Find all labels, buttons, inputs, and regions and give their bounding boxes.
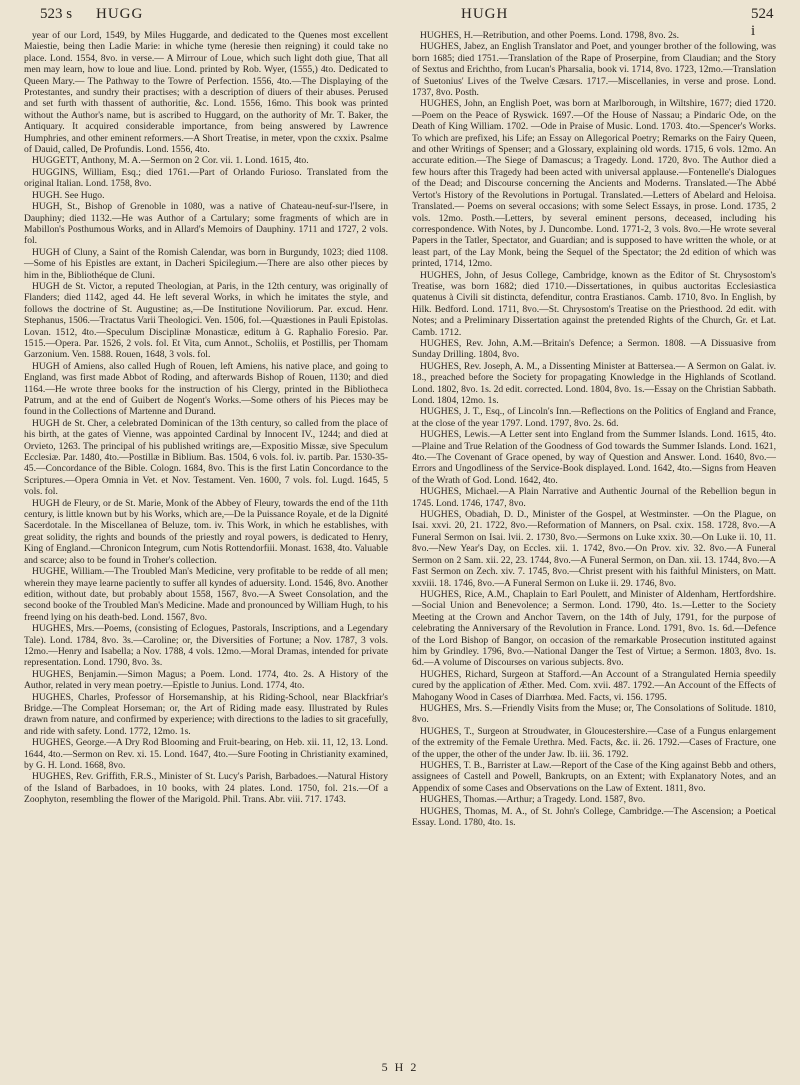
- left-page-number: 523 s: [40, 6, 73, 22]
- entry-paragraph: HUGHES, Thomas.—Arthur; a Tragedy. Lond. 1587, 8vo.: [420, 794, 646, 806]
- right-column: [412, 30, 776, 828]
- entry-paragraph: HUGHES, Jabez, an English Translator and Poet, and younger brother of the following, was born 1685; died 1751.—Translation of the Rape of Proserpine, from Claudian; and the Story of Sextus and Erichtho, from Lucan's Pharsalia, book vi. 1714, 8vo. 1723, 12mo.—Translation of Suetonius' Lives of the Twelve Cæsars. 1717.—Miscellanies, in verse and prose. Lond. 1737, 8vo. Posth.: [412, 41, 776, 99]
- entry-paragraph: HUGHES, Mrs. S.—Friendly Visits from the Muse; or, The Consolations of Solitude. 1810, 8vo.: [412, 702, 776, 726]
- signature-mark: 5 H 2: [381, 1060, 419, 1074]
- entry-paragraph: HUGH of Cluny, a Saint of the Romish Calendar, was born in Burgundy, 1023; died 1108.—Some of his Epistles are extant, in Dacheri Spicilegium.—There are also other pieces by him in the, Bibliothéque de Cluni.: [24, 246, 388, 281]
- entry-paragraph: HUGGINS, William, Esq.; died 1761.—Part of Orlando Furioso. Translated from the original Italian. Lond. 1758, 8vo.: [24, 166, 388, 190]
- right-page-number: 524 i: [751, 6, 774, 39]
- entry-paragraph: HUGHES, H.—Retribution, and other Poems. Lond. 1798, 8vo. 2s.: [420, 30, 680, 41]
- entry-paragraph: HUGHE, William.—The Troubled Man's Medicine, very profitable to be redde of all men; wherein they maye learne paciently to suffer all kyndes of aduersity. Lond. 1546, 8vo. Another edition, without date, but probably about 1558, 1567, 8vo.—A Sweet Consolation, and the second booke of the Troubled Man's Medicine. Made and pronounced by William Hugh, to his freend lying on his death-bed. Lond. 1567, 8vo.: [24, 566, 388, 623]
- entry-paragraph: HUGHES, John, of Jesus College, Cambridge, known as the Editor of St. Chrysostom's Treatise, was born 1682; died 1710.—Dissertationes, in quibus auctoritas Ecclesiastica quatenus à Civili sit distincta, defenditur, contra Erastianos. Camb. 1710, 8vo. In English, by Hilk. Bedford. Lond. 1711, 8vo.—St. Chrysostom's Treatise on the Priesthood. 2d edit. with Notes; and a Preliminary Dissertation against the pretended Rights of the Church, Gr. et Lat. Camb. 1712.: [412, 269, 776, 338]
- entry-paragraph: HUGH de St. Cher, a celebrated Dominican of the 13th century, so called from the place of his birth, at the gates of Vienne, was appointed Cardinal by Innocent IV., 1244; and died at Orvieto, 1263. The principal of his published writings are,—Expositio Missæ, sive Speculum Ecclesiæ. Par. 1480, 4to.—Postillæ in Biblium. Bas. 1504, 6 vols. fol. iv. partib. Par. 1530-35-45.—Concordance of the Bible. Cologn. 1684, 8vo. This is the first Latin Concordance to the Scriptures.—Opera Omnia in Vet. et Nov. Testament. Ven. 1600, 7 vols. fol. Lugd. 1645, 5 vols. fol.: [24, 417, 388, 498]
- entry-paragraph: HUGHES, Lewis.—A Letter sent into England from the Summer Islands. Lond. 1615, 4to.—Plaine and True Relation of the Goodness of God towards the Summer Islands. Lond. 1621, 4to.—The Covenant of Grace opened, by way of Question and Answer. Lond. 1640, 8vo.— Errors and Ungodliness of the Service-Book displayed. Lond. 1642, 4to.—Signs from Heaven of the Wrath of God. Lond. 1642, 4to.: [412, 429, 776, 486]
- left-column: [24, 30, 388, 828]
- entry-paragraph: HUGH de St. Victor, a reputed Theologian, at Paris, in the 12th century, was originally of Flanders; died 1142, aged 44. He left several Works, in which he imitates the style, and follows the doctrine of St. Augustine; as,—De Institutione Noviliorum. Par. excud. Henr. Stephanus, 1506.—Tractatus Varii Theologici. Ven. 1506, fol.—Quæstiones in Pauli Epistolas. Lovan. 1512, 4to.—Speculum Disciplinæ Monasticæ, editum à G. Raphalio Foresio. Par. 1515.—Opera. Par. 1526, 2 vols. fol. Et Vita, cum Annot., Scholiis, et Postillis, per Thomam Garzonium. Ven. 1588. Rouen, 1648, 3 vols. fol.: [24, 280, 388, 361]
- entry-paragraph: HUGHES, Rev. Griffith, F.R.S., Minister of St. Lucy's Parish, Barbadoes.—Natural History of the Island of Barbadoes, in 10 books, with 24 plates. Lond. 1750, fol. 21s.—Of a Zoophyton, resembling the flower of the Marigold. Phil. Trans. Abr. viii. 717. 1743.: [24, 771, 388, 806]
- entry-paragraph: HUGHES, Richard, Surgeon at Stafford.—An Account of a Strangulated Hernia speedily cured by the application of Æther. Med. Com. xvii. 487. 1792.—An Account of the Effects of Mahogany Wood in Cases of Diarrhœa. Med. Facts, vi. 156. 1795.: [412, 668, 776, 703]
- entry-paragraph: HUGH of Amiens, also called Hugh of Rouen, left Amiens, his native place, and going to England, was first made Abbot of Roding, and afterwards Bishop of Rouen, 1130; and died 1164.—He wrote three books for the instruction of his Clergy, printed in the Bibliotheca Patrum, and at the end of Guibert de Nogent's Works.—Some others of his Pieces may be found in the Collections of Martenne and Durand.: [24, 360, 388, 418]
- entry-paragraph: HUGHES, Mrs.—Poems, (consisting of Eclogues, Pastorals, Inscriptions, and a Legendary Tale). Lond. 1784, 8vo. 3s.—Caroline; or, the Diversities of Fortune; a Nov. 1787, 3 vols. 12mo.—Henry and Isabella; a Nov. 1788, 4 vols. 12mo.—Moral Dramas, intended for private representation. Lond. 1790, 8vo. 3s.: [24, 623, 388, 669]
- entry-paragraph: HUGHES, J. T., Esq., of Lincoln's Inn.—Reflections on the Politics of England and France, at the close of the year 1797. Lond. 1797, 8vo. 2s. 6d.: [412, 406, 776, 429]
- entry-paragraph: HUGHES, T., Surgeon at Stroudwater, in Gloucestershire.—Case of a Fungus enlargement of the extremity of the Female Urethra. Med. Facts, &c. ii. 26. 1792.—Cases of Fracture, one of the upper, the other of the under Jaw. Ib. iii. 36. 1792.: [412, 725, 776, 760]
- entry-paragraph: HUGHES, George.—A Dry Rod Blooming and Fruit-bearing, on Heb. xii. 11, 12, 13. Lond. 1644, 4to.—Sermon on Rev. xi. 15. Lond. 1647, 4to.—Sure Footing in Christianity examined, by G. H. Lond. 1668, 8vo.: [24, 737, 388, 771]
- entry-paragraph: HUGHES, Michael.—A Plain Narrative and Authentic Journal of the Rebellion begun in 1745. Lond. 1746, 1747, 8vo.: [412, 486, 776, 509]
- entry-paragraph: HUGHES, Rice, A.M., Chaplain to Earl Poulett, and Minister of Aldenham, Hertfordshire.—Social Union and Benevolence; a Sermon. Lond. 1790, 4to. 1s.—Letter to the Society Meeting at the Crown and Anchor Tavern, on the 14th of July, 1791, for the purpose of celebrating the Anniversary of the Revolution in France. Lond. 1791, 8vo. 1s. 6d.—Defence of the Lord Bishop of Bangor, on occasion of the remarkable Prosecution instituted against him by Grindley. 1796, 8vo.—National Danger the Test of Virtue; a Sermon. 1803, 8vo. 1s. 6d.—A volume of Discourses on various subjects. 8vo.: [412, 588, 776, 669]
- entry-paragraph: HUGH de Fleury, or de St. Marie, Monk of the Abbey of Fleury, towards the end of the 11th century, is little known but by his Works, which are,—De la Puissance Royale, et de la Dignité Sacerdotale. In the Miscellanea of Beluze, tom. iv. This Work, in which he establishes, with great solidity, the rights and bounds of the priestly and royal powers, is dedicated to Henry, King of England.—Chronicon Integrum, cum Notis Rottendorfiii. Monast. 1638, 4to. Valuable and scarce; also to be found in Troher's collection.: [24, 497, 388, 566]
- entry-paragraph: HUGHES, Benjamin.—Simon Magus; a Poem. Lond. 1774, 4to. 2s. A History of the Author, related in very mean poetry.—Epistle to Junius. Lond. 1774, 4to.: [24, 668, 388, 692]
- entry-paragraph: HUGGETT, Anthony, M. A.—Sermon on 2 Cor. vii. 1. Lond. 1615, 4to.: [32, 155, 309, 167]
- entry-paragraph: year of our Lord, 1549, by Miles Huggarde, and dedicated to the Quenes most excellent Maiestie, being then Ladie Marie: in whiche tyme (heresie then reigning) it could take no place. Lond. 1554, 8vo. in verse.— A Mirrour of Loue, which such light doth giue, That all men may learn, how to loue and liue. Lond. printed by Rob. Wyer, (1555,) 4to. Dedicated to Queen Mary.— The Pathway to the Towre of Perfection. 1556, 4to.—The Displaying of the Protestantes, and sundry their practises; with a description of diuers of their abuses. Perused and set furth with thassent of authoritie, &c. Lond. 1556, 16mo. This book was printed without the Author's name, but is ascribed to Huggard, on the authority of Mr. T. Baker, the Antiquary. It acquired considerable importance, from being answered by Lawrence Humphries, and other eminent reformers.—A Short Treatise, in meter, vpon the cxxix. Psalme of Dauid, called, De Profundis. Lond. 1556, 4to.: [24, 30, 388, 156]
- entry-paragraph: HUGHES, T. B., Barrister at Law.—Report of the Case of the King against Bebb and others, assignees of Castell and Powell, Bankrupts, on an Extent; with Explanatory Notes, and an Appendix of some Cases and Observations on the Law of Extent. 1811, 8vo.: [412, 760, 776, 794]
- entry-paragraph: HUGHES, Obadiah, D. D., Minister of the Gospel, at Westminster. —On the Plague, on Isai. xxvi. 20, 21. 1722, 8vo.—Reformation of Manners, on Psal. cxix. 158. 1728, 8vo.—A Funeral Sermon on Isai. lvii. 2. 1730, 8vo.—Sermons on Luke xxix. 30.—On Luke ii. 10, 11. 8vo.—New Year's Day, on Eccles. xii. 1. 1742, 8vo.—On Prov. xiv. 32. 8vo.—A Funeral Sermon on 2 Sam. xii. 22, 23. 1744, 8vo.—A Funeral Sermon, on Dan. xii. 13. 1744, 8vo.—A Fast Sermon on Zech. xiv. 7. 1745, 8vo.—Christ present with his faithful Ministers, on Matt. xxviii. 18. 1746, 8vo.—A Funeral Sermon on Luke ii. 29. 1746, 8vo.: [412, 509, 776, 589]
- left-running-head: HUGG: [96, 6, 144, 22]
- entry-paragraph: HUGHES, Rev. John, A.M.—Britain's Defence; a Sermon. 1808. —A Dissuasive from Sunday Drilling. 1804, 8vo.: [412, 337, 776, 361]
- entry-paragraph: HUGH, St., Bishop of Grenoble in 1080, was a native of Chateau-neuf-sur-l'Isere, in Dauphiny; died 1132.—He was Author of a Cartulary; some fragments of which are in Mabillon's Posthumous Works, and in Allard's Memoirs of Dauphiny. 1711 and 1727, 2 vols. fol.: [24, 201, 388, 247]
- entry-paragraph: HUGH. See Hugo.: [32, 189, 105, 201]
- right-running-head: HUGH: [461, 6, 509, 22]
- entry-paragraph: HUGHES, John, an English Poet, was born at Marlborough, in Wiltshire, 1677; died 1720.—Poem on the Peace of Ryswick. 1697.—Of the House of Nassau; a Pindaric Ode, on the Death of King William. 1702. —Ode in Praise of Music. Lond. 1703. 4to.—Spencer's Works. To which are prefixed, his Life; an Essay on Allegorical Poetry; Remarks on the Fairy Queen, and other Writings of Spenser; and a Glossary, explaining old words. 1715, 6 vols. 12mo. An accurate edition.—The Siege of Damascus; a Tragedy. Lond. 1720, 8vo. The Author died a few hours after this Tragedy had been acted with universal applause.—Fontenelle's Dialogues of the Dead; and Discourse concerning the Ancients and Moderns. Translated.—The Abbé Vertot's History of the Revolutions in Portugal. Translated.—Letters of Abelard and Heloisa. Translated.— Poems on several occasions; with some Select Essays, in prose. Lond. 1735, 2 vols. 12mo. Posth.—Letters, by several eminent persons, deceased, including his correspondence. With Notes, by J. Duncombe. Lond. 1771-2, 3 vols. 8vo.—He wrote several Papers in the Tatler, Spectator, and Guardian; and is supposed to have written the whole, or at least part, of the Lay Monk, being the Sequel of the Spectator; the 2d edition of which was printed, 1714, 12mo.: [412, 98, 776, 270]
- entry-paragraph: HUGHES, Thomas, M. A., of St. John's College, Cambridge.—The Ascension; a Poetical Essay. Lond. 1780, 4to. 1s.: [412, 805, 776, 829]
- entry-paragraph: HUGHES, Rev. Joseph, A. M., a Dissenting Minister at Battersea.— A Sermon on Galat. iv. 18., preached before the Society for propagating Knowledge in the Highlands of Scotland. Lond. 1802, 8vo. 1s. 2d edit. corrected. Lond. 1804, 8vo. 1s.—Essay on the Christian Sabbath. Lond. 1804, 12mo. 1s.: [412, 360, 776, 406]
- entry-paragraph: HUGHES, Charles, Professor of Horsemanship, at his Riding-School, near Blackfriar's Bridge.—The Compleat Horseman; or, the Art of Riding made easy. Illustrated by Rules drawn from nature, and confirmed by experience; with directions to the ladies to sit gracefully, and ride with safety. Lond. 1772, 12mo. 1s.: [24, 691, 388, 737]
